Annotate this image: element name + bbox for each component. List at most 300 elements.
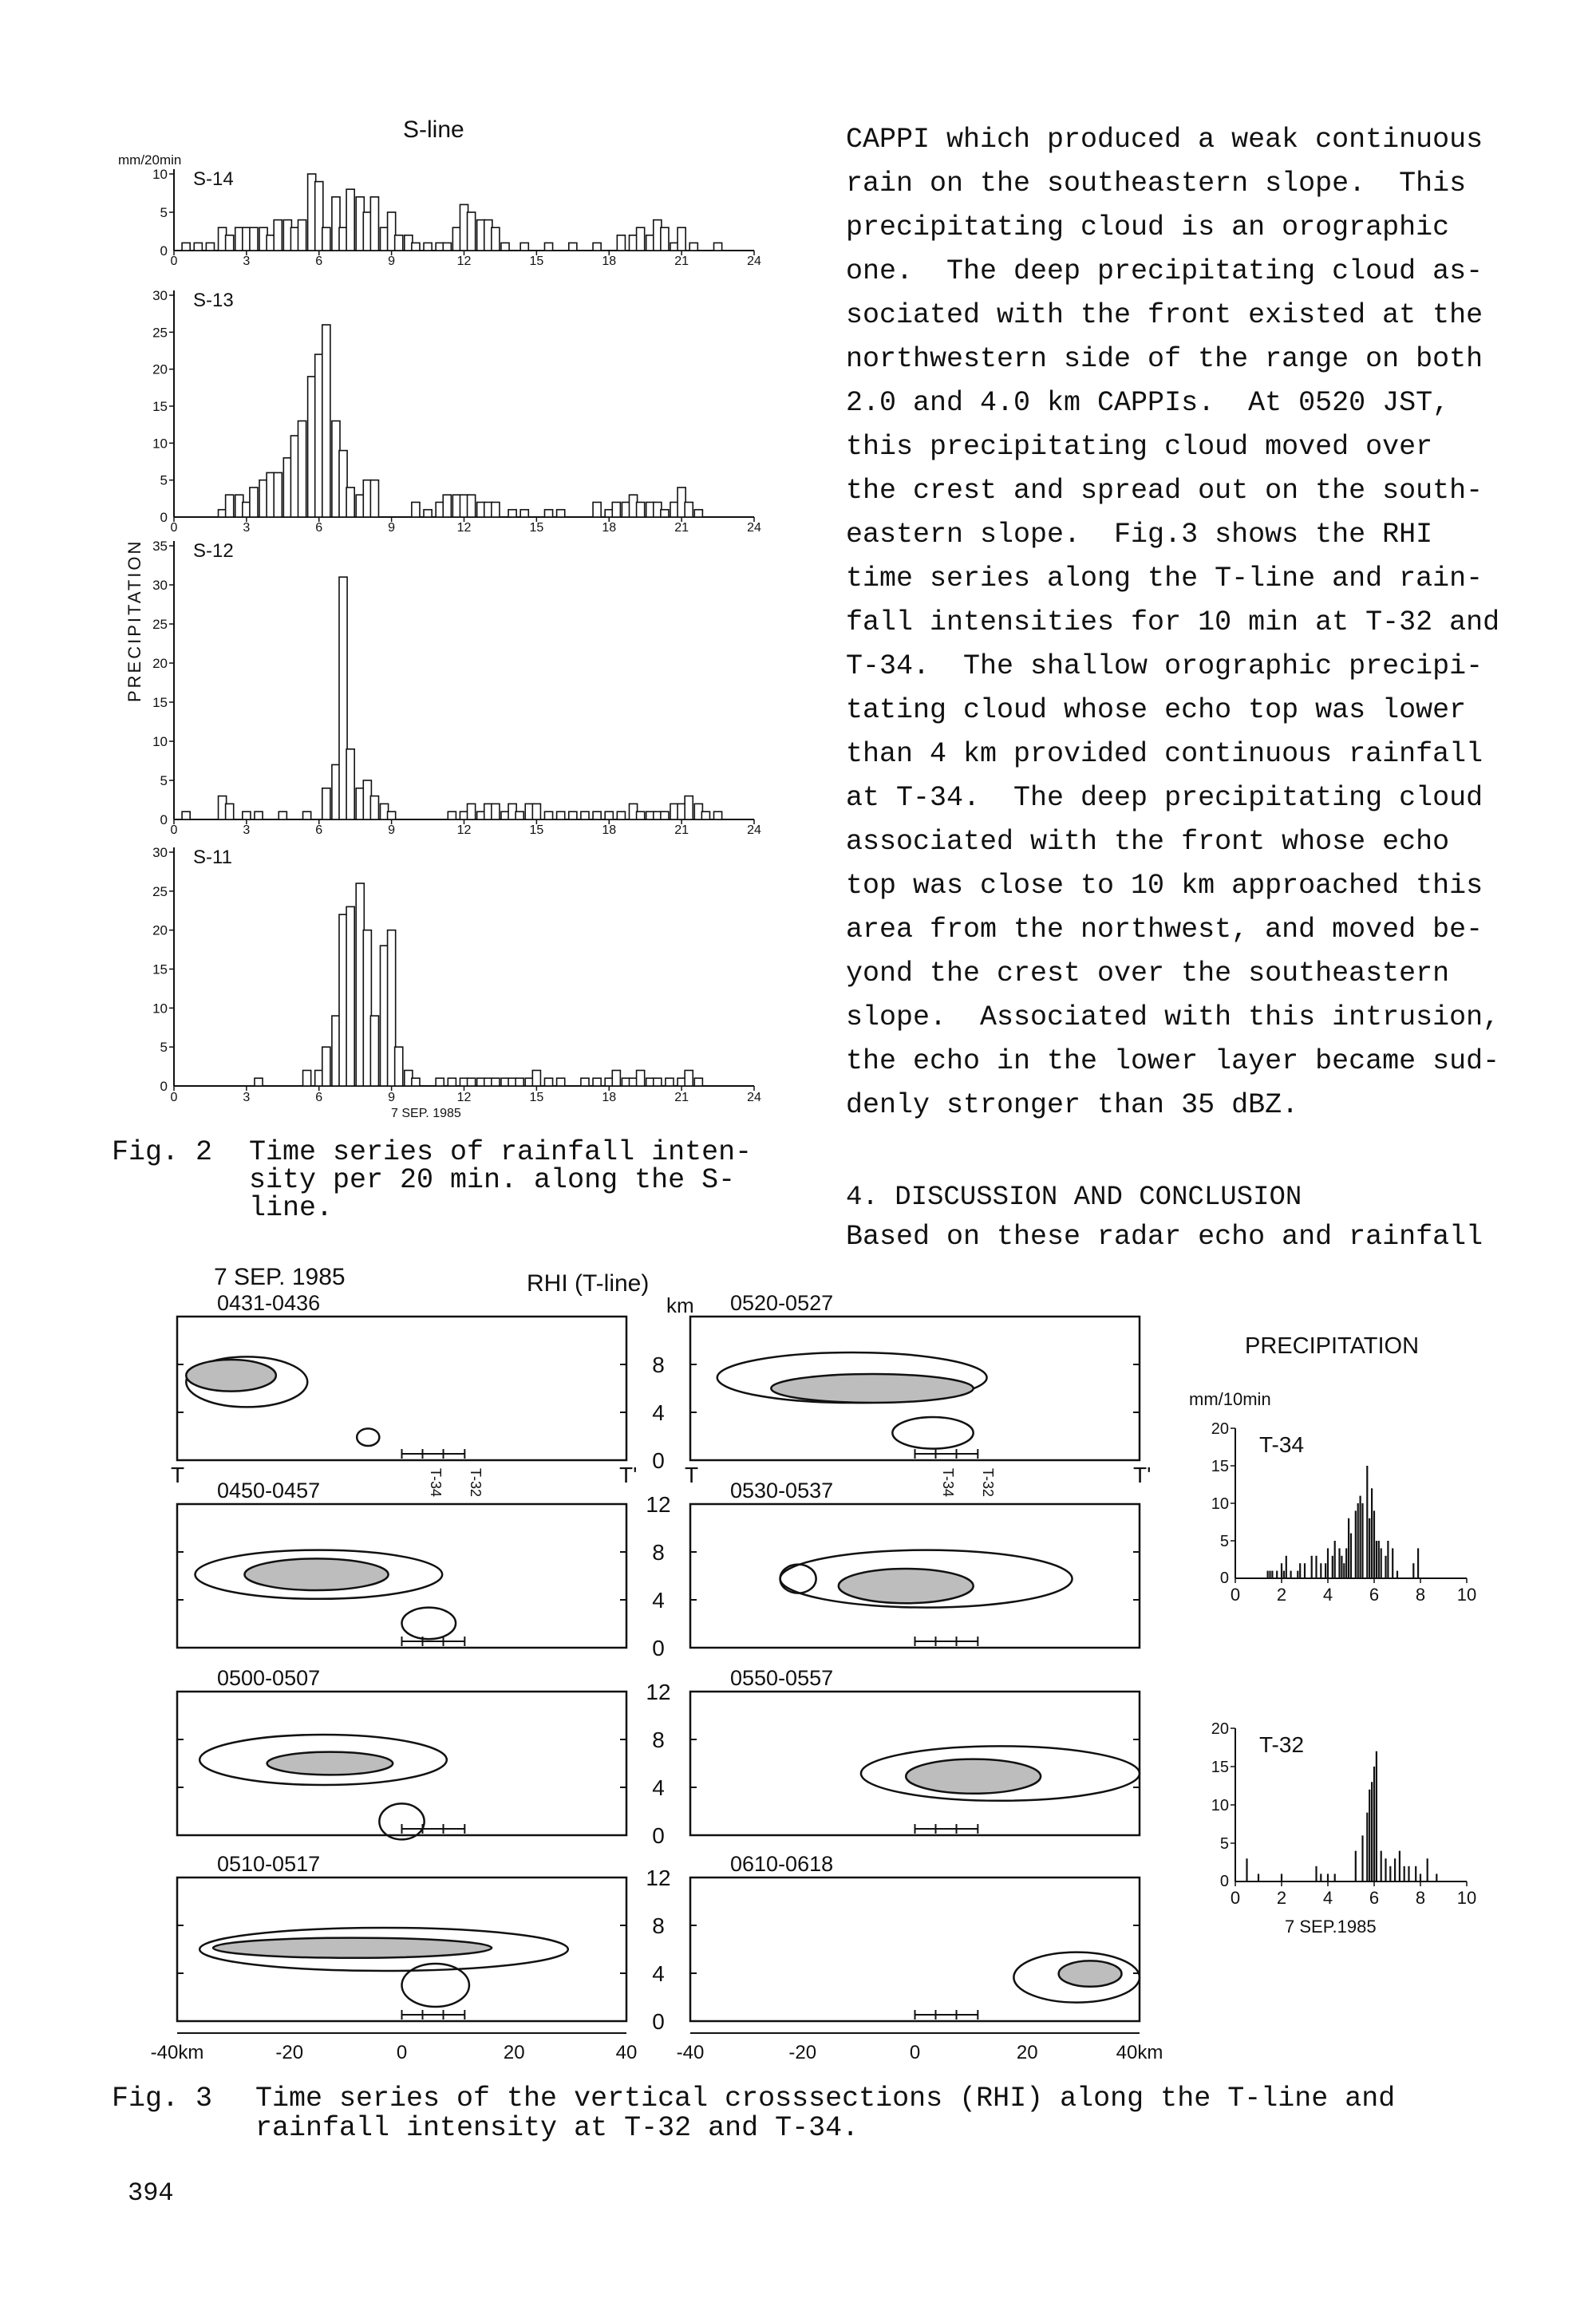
- bar: [701, 811, 709, 819]
- y-tick-label: 10: [152, 167, 168, 182]
- y-tick-label: 35: [152, 539, 168, 554]
- echo-contour: [780, 1565, 816, 1593]
- bar: [412, 243, 420, 251]
- x-tick-label: 21: [674, 1091, 689, 1104]
- bar: [557, 510, 565, 517]
- fig3-date-label: 7 SEP. 1985: [214, 1264, 346, 1290]
- bar: [637, 811, 645, 819]
- bar: [593, 1078, 601, 1086]
- page-number: 394: [128, 2178, 174, 2208]
- bar: [544, 510, 552, 517]
- bar: [544, 243, 552, 251]
- fig3-caption-line-1: Time series of the vertical crosssections (RHI) along the T-line and: [255, 2083, 1396, 2114]
- x-tick-label: 21: [674, 823, 689, 837]
- x-tick-label: 6: [315, 255, 323, 268]
- chart-s-14: [152, 167, 761, 268]
- z-tick-label: 8: [652, 1727, 665, 1752]
- bar: [685, 502, 693, 517]
- fig2-y-axis-label: PRECIPITATION: [124, 539, 144, 702]
- chart-s-11: [152, 845, 761, 1104]
- body-text-line: one. The deep precipitating cloud as-: [846, 255, 1483, 287]
- echo-core-contour: [267, 1752, 393, 1775]
- echo-core-contour: [186, 1360, 276, 1392]
- x-tick-label-left: 0: [396, 2042, 408, 2063]
- chart-t-34: [1211, 1420, 1476, 1605]
- x-tick-label: 6: [1369, 1888, 1380, 1908]
- fig2-title: S-line: [403, 116, 464, 143]
- bar: [226, 495, 234, 517]
- section-heading: 4. DISCUSSION AND CONCLUSION: [846, 1183, 1302, 1213]
- bar: [694, 1078, 702, 1086]
- body-text-line: 2.0 and 4.0 km CAPPIs. At 0520 JST,: [846, 387, 1450, 419]
- z-tick-label: 12: [646, 1866, 671, 1890]
- x-tick-label: 18: [602, 1091, 617, 1104]
- panel-time-label: 0431-0436: [217, 1291, 321, 1315]
- bar: [468, 804, 476, 819]
- y-tick-label-zero: 0: [160, 1079, 168, 1094]
- x-tick-label: 3: [243, 255, 251, 268]
- chart-t-32: [1211, 1720, 1476, 1908]
- x-tick-label: 2: [1276, 1585, 1287, 1605]
- z-tick-label: 8: [652, 1913, 665, 1938]
- y-tick-label: 10: [152, 734, 168, 749]
- z-tick-label: 0: [652, 1823, 665, 1848]
- x-tick-label-right: 0: [909, 2042, 921, 2063]
- body-text-line: tating cloud whose echo top was lower: [846, 694, 1467, 726]
- t-left-label-right: T: [685, 1463, 699, 1487]
- x-tick-label-right: 20: [1016, 2042, 1038, 2063]
- x-tick-label: 15: [529, 521, 544, 535]
- x-tick-label-left: -20: [275, 2042, 304, 2063]
- bar: [322, 1047, 330, 1086]
- panel-frame: [690, 1692, 1140, 1835]
- fig2-unit-label: mm/20min: [118, 152, 182, 168]
- y-tick-label: 5: [160, 472, 168, 488]
- rhi-panel-right-1: [690, 1479, 1140, 1648]
- z-tick-label: 4: [652, 1961, 665, 1986]
- y-tick-label: 15: [1211, 1759, 1229, 1776]
- body-text-line: this precipitating cloud moved over: [846, 431, 1433, 463]
- panel-frame: [690, 1877, 1140, 2021]
- bar: [581, 1078, 589, 1086]
- x-tick-label: 18: [602, 823, 617, 837]
- x-tick-label: 15: [529, 823, 544, 837]
- x-tick-label: 6: [1369, 1585, 1380, 1605]
- z-tick-label: 8: [652, 1540, 665, 1565]
- bar: [443, 243, 451, 251]
- y-tick-label: 10: [1211, 1797, 1229, 1814]
- chart-title: T-32: [1259, 1732, 1305, 1757]
- y-tick-label: 15: [152, 961, 168, 977]
- station-label: T-32: [468, 1468, 484, 1498]
- bar: [569, 811, 577, 819]
- z-tick-label: 0: [652, 1448, 665, 1473]
- chart-title: T-34: [1259, 1432, 1305, 1457]
- bar: [532, 1070, 540, 1086]
- body-text-line: yond the crest over the southeastern: [846, 958, 1450, 989]
- t-right-label: T': [619, 1463, 638, 1487]
- rhi-panel-right-2: [690, 1666, 1140, 1835]
- t-left-label: T: [171, 1463, 185, 1487]
- y-tick-label: 5: [1219, 1533, 1229, 1550]
- bar: [346, 189, 354, 251]
- bar: [448, 1078, 456, 1086]
- bar: [226, 804, 234, 819]
- rhi-panel-right-0: [690, 1291, 1140, 1460]
- bar: [370, 796, 378, 819]
- y-tick-label: 5: [160, 773, 168, 788]
- bar: [206, 243, 214, 251]
- x-tick-label-right: -20: [788, 2042, 817, 2063]
- bar: [298, 421, 306, 517]
- body-text-line: T-34. The shallow orographic precipi-: [846, 650, 1483, 682]
- z-tick-label: 4: [652, 1400, 665, 1425]
- body-text-line: northwestern side of the range on both: [846, 343, 1483, 375]
- x-tick-label: 12: [456, 521, 472, 535]
- y-tick-label: 20: [152, 922, 168, 938]
- z-tick-label: 0: [652, 1636, 665, 1660]
- bar: [279, 811, 286, 819]
- y-tick-label: 20: [152, 656, 168, 671]
- x-tick-label: 15: [529, 1091, 544, 1104]
- bar: [346, 749, 354, 819]
- x-tick-label: 3: [243, 521, 251, 535]
- bar: [255, 811, 263, 819]
- x-tick-label: 0: [1230, 1585, 1241, 1605]
- x-tick-label-right: -40: [676, 2042, 705, 2063]
- x-tick-label-left: 40: [615, 2042, 638, 2063]
- x-tick-label: 0: [1230, 1888, 1241, 1908]
- x-tick-label: 4: [1322, 1585, 1333, 1605]
- y-tick-label-zero: 0: [160, 812, 168, 827]
- z-tick-label: 4: [652, 1588, 665, 1613]
- body-text-line: top was close to 10 km approached this: [846, 870, 1483, 902]
- bar: [370, 480, 378, 517]
- bar: [617, 811, 625, 819]
- bar: [593, 243, 601, 251]
- panel-time-label: 0550-0557: [730, 1666, 834, 1690]
- x-tick-label-left: -40km: [150, 2042, 204, 2063]
- body-text-line: denly stronger than 35 dBZ.: [846, 1089, 1299, 1121]
- body-text-line: time series along the T-line and rain-: [846, 563, 1483, 594]
- x-tick-label: 24: [747, 521, 761, 535]
- fig2-caption-line-1: Time series of rainfall inten-: [249, 1136, 753, 1168]
- bar: [661, 811, 669, 819]
- bar: [492, 227, 500, 251]
- x-tick-label: 12: [456, 823, 472, 837]
- y-tick-label: 20: [152, 361, 168, 377]
- bar: [182, 243, 190, 251]
- bar: [612, 1070, 620, 1086]
- echo-core-contour: [244, 1558, 388, 1590]
- body-text-line: rain on the southeastern slope. This: [846, 168, 1467, 199]
- bar: [346, 488, 354, 517]
- x-tick-label-left: 20: [503, 2042, 525, 2063]
- y-tick-label: 15: [152, 399, 168, 414]
- z-tick-label: 12: [646, 1680, 671, 1704]
- echo-core-contour: [906, 1759, 1041, 1794]
- y-tick-label: 30: [152, 845, 168, 860]
- bar: [557, 811, 565, 819]
- x-tick-label: 9: [388, 1091, 396, 1104]
- body-text-line: associated with the front whose echo: [846, 826, 1450, 858]
- bar: [714, 243, 722, 251]
- body-text-line: eastern slope. Fig.3 shows the RHI: [846, 519, 1433, 551]
- echo-contour: [892, 1417, 973, 1449]
- bar: [395, 235, 403, 251]
- bar: [370, 197, 378, 251]
- panel-time-label: 0500-0507: [217, 1666, 321, 1690]
- bar: [685, 1070, 693, 1086]
- y-tick-label: 25: [152, 617, 168, 632]
- chart-title: S-11: [193, 847, 232, 868]
- chart-s-12: [152, 539, 761, 837]
- x-tick-label: 8: [1415, 1888, 1426, 1908]
- bar: [685, 796, 693, 819]
- body-text-line: CAPPI which produced a weak continuous: [846, 124, 1483, 156]
- x-tick-label: 6: [315, 823, 323, 837]
- rhi-panel-right-3: [690, 1852, 1140, 2021]
- x-tick-label: 15: [529, 255, 544, 268]
- bar: [388, 811, 396, 819]
- fig2-caption-line-3: line.: [249, 1192, 334, 1224]
- x-tick-label: 21: [674, 521, 689, 535]
- bar: [516, 1078, 523, 1086]
- bar: [661, 227, 669, 251]
- fig3-precip-date: 7 SEP.1985: [1285, 1917, 1377, 1937]
- panel-frame: [177, 1692, 626, 1835]
- x-tick-label: 0: [170, 255, 178, 268]
- y-tick-label: 25: [152, 325, 168, 341]
- bar: [448, 811, 456, 819]
- panel-time-label: 0450-0457: [217, 1479, 321, 1502]
- x-tick-label: 10: [1456, 1585, 1477, 1605]
- fig2-date-label: 7 SEP. 1985: [391, 1107, 461, 1120]
- bar: [593, 811, 601, 819]
- z-tick-label: 4: [652, 1775, 665, 1800]
- bar: [395, 1047, 403, 1086]
- bar: [492, 1078, 500, 1086]
- chart-title: S-12: [193, 540, 234, 562]
- y-tick-label: 20: [1211, 1720, 1229, 1738]
- rhi-panel-left-0: [177, 1291, 626, 1460]
- fig3-caption-number: Fig. 3: [112, 2083, 213, 2114]
- bar: [492, 502, 500, 517]
- x-tick-label: 9: [388, 255, 396, 268]
- bar: [468, 1078, 476, 1086]
- echo-core-contour: [213, 1938, 492, 1958]
- bar: [557, 1078, 565, 1086]
- bar: [322, 788, 330, 819]
- bar: [468, 495, 476, 517]
- bar: [520, 510, 528, 517]
- y-tick-label: 15: [152, 695, 168, 710]
- z-tick-label: 8: [652, 1352, 665, 1377]
- fig3-precip-title: PRECIPITATION: [1245, 1333, 1420, 1359]
- body-text-line: the crest and spread out on the south-: [846, 475, 1483, 507]
- y-tick-label-zero: 0: [1219, 1570, 1229, 1587]
- bar: [637, 502, 645, 517]
- bar: [617, 235, 625, 251]
- bar: [661, 510, 669, 517]
- bar: [605, 811, 613, 819]
- panel-time-label: 0510-0517: [217, 1852, 321, 1876]
- t-right-label-right: T': [1133, 1463, 1152, 1487]
- bar: [516, 811, 523, 819]
- x-tick-label: 24: [747, 255, 761, 268]
- bar: [544, 811, 552, 819]
- station-label: T-32: [980, 1468, 996, 1498]
- body-text-line: the echo in the lower layer became sud-: [846, 1045, 1500, 1077]
- body-text-line: slope. Associated with this intrusion,: [846, 1001, 1500, 1033]
- bar: [508, 510, 516, 517]
- fig3-km-label: km: [666, 1293, 694, 1317]
- chart-s-13: [152, 288, 761, 535]
- x-tick-label: 24: [747, 823, 761, 837]
- bar: [593, 502, 601, 517]
- y-tick-label: 5: [160, 205, 168, 220]
- y-tick-label: 10: [1211, 1495, 1229, 1513]
- x-tick-label: 0: [170, 1091, 178, 1104]
- bar: [443, 495, 451, 517]
- rhi-panel-left-1: [177, 1479, 626, 1648]
- station-label: T-34: [428, 1468, 444, 1498]
- y-tick-label: 20: [1211, 1420, 1229, 1438]
- bar: [637, 1070, 645, 1086]
- x-tick-label: 6: [315, 1091, 323, 1104]
- bar: [532, 804, 540, 819]
- x-tick-label: 6: [315, 521, 323, 535]
- fig2-caption-number: Fig. 2: [112, 1136, 213, 1168]
- echo-contour: [357, 1428, 379, 1446]
- fig2-charts: [152, 167, 761, 1104]
- bar: [182, 811, 190, 819]
- bar: [250, 227, 258, 251]
- x-tick-label: 4: [1322, 1888, 1333, 1908]
- x-tick-label: 9: [388, 823, 396, 837]
- x-tick-label: 10: [1456, 1888, 1477, 1908]
- x-tick-label-right: 40km: [1116, 2042, 1163, 2063]
- panel-time-label: 0610-0618: [730, 1852, 834, 1876]
- bar: [689, 243, 697, 251]
- bar: [666, 1078, 674, 1086]
- bar: [274, 220, 282, 251]
- fig2-caption-line-2: sity per 20 min. along the S-: [249, 1164, 736, 1196]
- body-text-line: at T-34. The deep precipitating cloud: [846, 782, 1483, 814]
- bar: [250, 488, 258, 517]
- chart-title: S-13: [193, 290, 234, 311]
- y-tick-label-zero: 0: [160, 243, 168, 259]
- bar: [424, 243, 432, 251]
- x-tick-label: 12: [456, 1091, 472, 1104]
- fig3-precip-unit: mm/10min: [1189, 1389, 1271, 1409]
- bar: [544, 1078, 552, 1086]
- bar: [694, 510, 702, 517]
- station-label: T-34: [940, 1468, 956, 1498]
- bar: [226, 235, 234, 251]
- bar: [678, 227, 685, 251]
- echo-core-contour: [771, 1374, 973, 1403]
- bar: [298, 220, 306, 251]
- x-tick-label: 0: [170, 521, 178, 535]
- bar: [637, 227, 645, 251]
- bar: [492, 804, 500, 819]
- bar: [520, 243, 528, 251]
- y-tick-label: 15: [1211, 1458, 1229, 1475]
- panel-time-label: 0520-0527: [730, 1291, 834, 1315]
- bar: [654, 1078, 662, 1086]
- section-first-line: Based on these radar echo and rainfall: [846, 1221, 1483, 1253]
- z-tick-label: 0: [652, 2009, 665, 2034]
- body-text-line: sociated with the front existed at the: [846, 299, 1483, 331]
- body-text-line: fall intensities for 10 min at T-32 and: [846, 606, 1500, 638]
- body-text-line: area from the northwest, and moved be-: [846, 914, 1483, 946]
- echo-contour: [402, 1608, 456, 1640]
- bar: [303, 811, 311, 819]
- bar: [436, 1078, 444, 1086]
- y-tick-label: 5: [1219, 1835, 1229, 1853]
- bar: [194, 243, 202, 251]
- bar: [581, 811, 589, 819]
- y-tick-label: 10: [152, 1001, 168, 1017]
- panel-time-label: 0530-0537: [730, 1479, 834, 1502]
- y-tick-label: 30: [152, 578, 168, 593]
- bar: [714, 811, 722, 819]
- y-tick-label-zero: 0: [1219, 1873, 1229, 1890]
- x-tick-label: 12: [456, 255, 472, 268]
- bar: [303, 1070, 311, 1086]
- fig3-caption-line-2: rainfall intensity at T-32 and T-34.: [255, 2112, 859, 2144]
- x-tick-label: 21: [674, 255, 689, 268]
- x-tick-label: 24: [747, 1091, 761, 1104]
- x-tick-label: 18: [602, 521, 617, 535]
- bar: [322, 227, 330, 251]
- bar: [501, 243, 509, 251]
- bar: [569, 243, 577, 251]
- y-tick-label: 10: [152, 436, 168, 452]
- x-tick-label: 3: [243, 1091, 251, 1104]
- rhi-panel-left-3: [177, 1852, 626, 2021]
- fig3-rhi-panels: [151, 1291, 1163, 2063]
- x-tick-label: 3: [243, 823, 251, 837]
- echo-contour: [379, 1803, 424, 1839]
- bar: [243, 811, 251, 819]
- bar: [274, 472, 282, 517]
- chart-title: S-14: [193, 168, 234, 190]
- bar: [370, 1016, 378, 1086]
- bar: [612, 502, 620, 517]
- rhi-panel-left-2: [177, 1666, 626, 1839]
- bar: [346, 906, 354, 1086]
- y-tick-label: 5: [160, 1040, 168, 1056]
- x-tick-label: 18: [602, 255, 617, 268]
- fig3-precip-charts: [1211, 1420, 1476, 1908]
- fig3-title: RHI (T-line): [527, 1270, 650, 1297]
- z-tick-label: 12: [646, 1492, 671, 1517]
- y-tick-label: 25: [152, 883, 168, 899]
- body-text-line: precipitating cloud is an orographic: [846, 211, 1450, 243]
- bar: [468, 212, 476, 251]
- y-tick-label-zero: 0: [160, 510, 168, 525]
- body-text-line: than 4 km provided continuous rainfall: [846, 738, 1483, 770]
- x-tick-label: 2: [1276, 1888, 1287, 1908]
- x-tick-label: 0: [170, 823, 178, 837]
- bar: [412, 1078, 420, 1086]
- bar: [424, 510, 432, 517]
- bar: [322, 325, 330, 517]
- x-tick-label: 9: [388, 521, 396, 535]
- y-tick-label: 30: [152, 288, 168, 303]
